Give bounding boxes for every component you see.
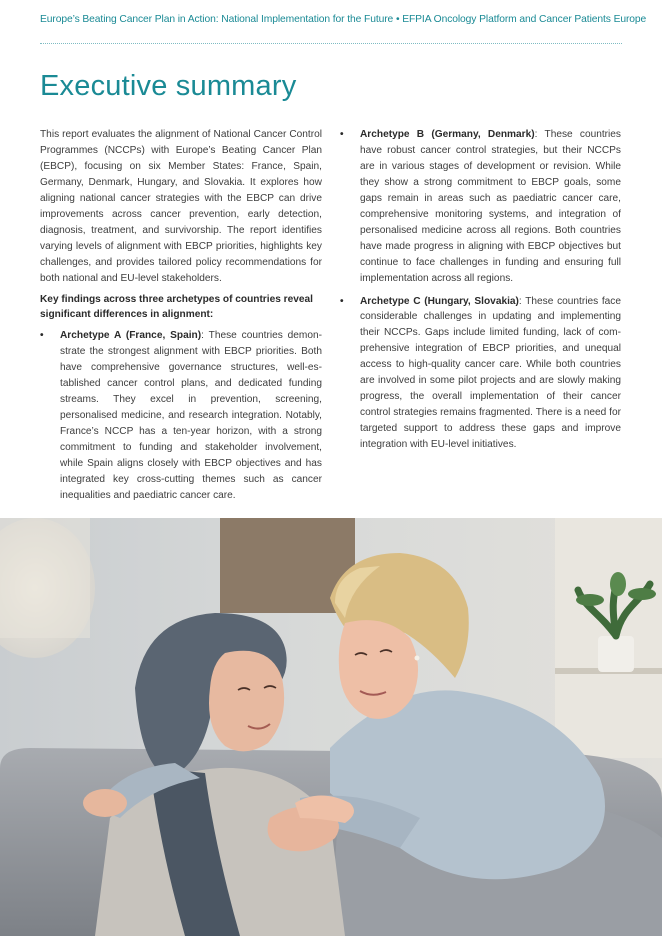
right-column <box>340 127 621 453</box>
page-title: Executive summary <box>40 70 297 102</box>
archetype-a-item <box>40 328 322 503</box>
archetype-b-text: : These countries have robust cancer control strategies, but their NCCPs are in various stages of development or revision. While they show a strong commitment to EBCP goals, some gaps remain in areas such as paediatric cancer care, comprehensive monitoring systems, and integration of personalised medicine across all regions. Both countries have made progress in aligning with EBCP objectives but continue to face challenges in funding and ensuring full implementation across all regions. <box>360 129 621 284</box>
bullet-icon: • <box>40 330 44 342</box>
archetype-c-item <box>340 294 621 454</box>
archetype-c-text: : These countries face considerable challenges in updating and implementing their NCCPs. Gaps include limited funding, lack of comprehensive integration of EBCP priorities, and unequal access to high-quality cancer care. While both countries are involved in some pilot projects and are slowly making progress, the overall implementation of their cancer control strategies remains fragmented. There is a need for targeted support to address these gaps and improve integration with EU-level initiatives. <box>360 295 622 451</box>
archetype-a-lead: Archetype A (France, Spain) <box>60 330 202 342</box>
archetype-b-lead: Archetype B (Germany, Denmark) <box>360 129 535 140</box>
archetype-b-item <box>340 127 621 287</box>
findings-heading: Key findings across three archetypes of countries reveal significant differences in alignment: <box>40 293 313 321</box>
left-column <box>40 127 322 504</box>
header-divider <box>40 43 622 44</box>
running-header: Europe’s Beating Cancer Plan in Action: National Implementation for the Future • EFPIA Oncology Platform and Cancer Patients Europe <box>40 14 647 25</box>
bullet-icon: • <box>340 129 344 140</box>
photo-patient-and-supporter <box>0 518 662 936</box>
archetype-c-lead: Archetype C (Hungary, Slovakia) <box>360 295 519 307</box>
intro-paragraph: This report evaluates the alignment of National Cancer Control Programmes (NCCPs) with Europe’s Beating Cancer Plan (EBCP), focusing on six Member States: France, Spain, Germany, Denmark, Hungary, and Slovakia. It explores how aligning national cancer strategies with the EBCP can drive improvements across cancer prevention, early detection, diagnosis, treatment, and survivorship. The report identifies varying levels of alignment with EBCP priorities, highlights key challenges, and provides tailored policy recommendations for both national and EU-level stakeholders. <box>40 129 322 284</box>
bullet-icon: • <box>340 295 344 307</box>
archetype-a-text: : These countries demonstrate the strongest alignment with EBCP priorities. Both have comprehensive governance structures, well-established cancer control plans, and dedicated funding streams. They excel in prevention, screening, personalised medicine, and research integration. Notably, France’s NCCP has a ten-year horizon, with a strong commitment to funding and stakeholder involvement, while Spain aligns closely with EBCP objectives and has integrated key cross-cutting themes such as cancer inequalities and paediatric cancer care. <box>60 330 322 501</box>
